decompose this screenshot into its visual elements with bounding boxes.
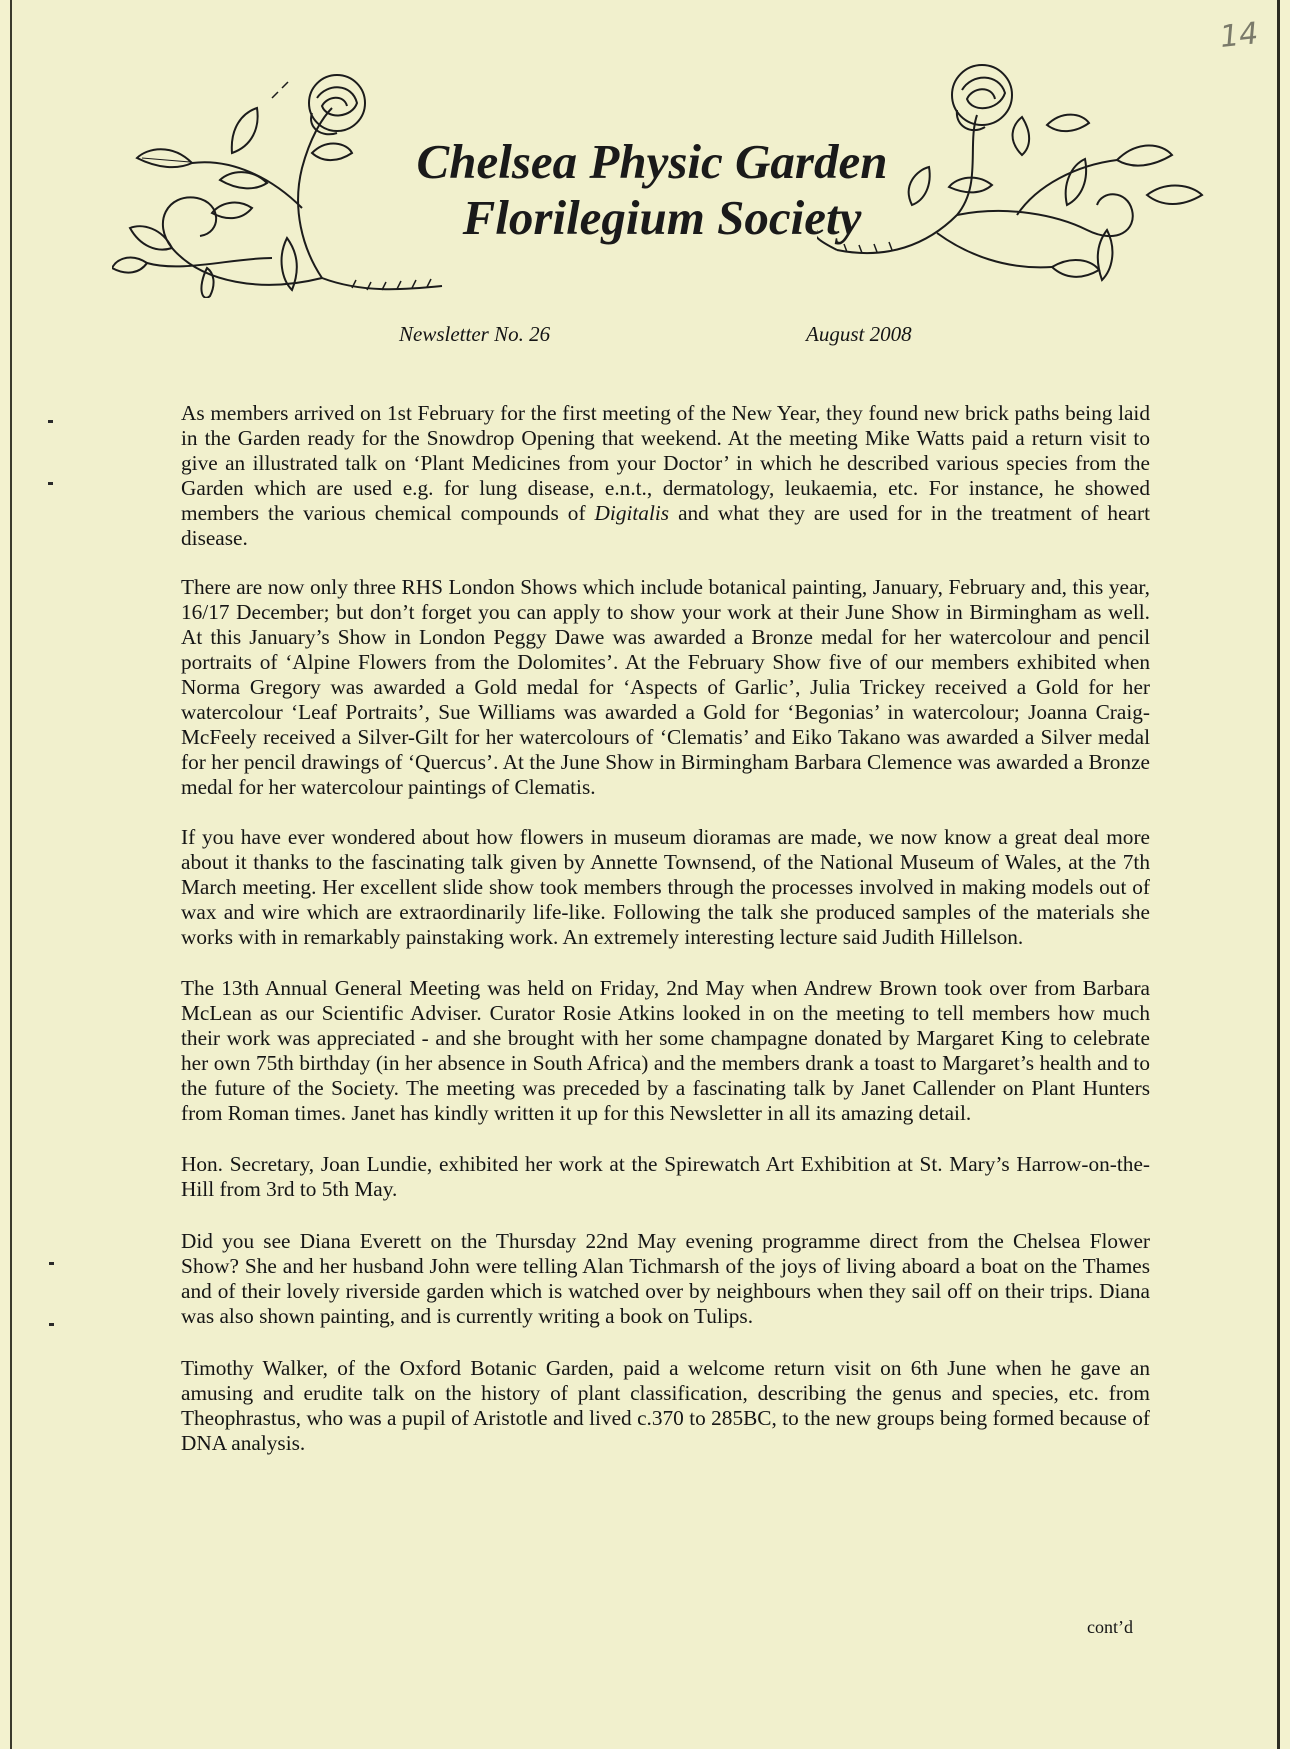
society-title <box>372 134 932 246</box>
newsletter-number: Newsletter No. 26 <box>399 322 551 346</box>
newsletter-date: August 2008 <box>806 322 912 346</box>
margin-mark <box>48 482 53 485</box>
margin-mark <box>48 420 53 423</box>
margin-mark <box>49 1262 54 1265</box>
title-line-2: Florilegium Society <box>462 190 862 245</box>
article-body <box>181 401 1150 1480</box>
handwritten-page-number: 14 <box>1218 16 1260 55</box>
title-line-1: Chelsea Physic Garden <box>416 134 888 189</box>
paragraph-4: The 13th Annual General Meeting was held on Friday, 2nd May when Andrew Brown took over from Barbara McLean as our Scientific Adviser. Curator Rosie Atkins looked in on the meeting to tell members how much their work was appreciated - and she brought with her some champagne donated by Margaret King to celebrate her own 75th birthday (in her absence in South Africa) and the members drank a toast to Margaret’s health and to the future of the Society. The meeting was preceded by a fascinating talk by Janet Callender on Plant Hunters from Roman times. Janet has kindly written it up for this Newsletter in all its amazing detail. <box>181 976 1150 1125</box>
paragraph-1: As members arrived on 1st February for the first meeting of the New Year, they found new brick paths being laid in the Garden ready for the Snowdrop Opening that weekend. At the meeting Mike Watts paid a return visit to give an illustrated talk on ‘Plant Medicines from your Doctor’ in which he described various species from the Garden which are used e.g. for lung disease, e.n.t., dermatology, leukaemia, etc. For instance, he showed members the various chemical compounds of Digitalis and what they are used for in the treatment of heart disease. <box>181 401 1150 550</box>
paragraph-2: There are now only three RHS London Shows which include botanical painting, January, February and, this year, 16/17 December; but don’t forget you can apply to show your work at their June Show in Birmingham as well. At this January’s Show in London Peggy Dawe was awarded a Bronze medal for her watercolour and pencil portraits of ‘Alpine Flowers from the Dolomites’. At the February Show five of our members exhibited when Norma Gregory was awarded a Gold medal for ‘Aspects of Garlic’, Julia Trickey received a Gold for her watercolour ‘Leaf Portraits’, Sue Williams was awarded a Gold for ‘Begonias’ in watercolour; Joanna Craig-McFeely received a Silver-Gilt for her watercolours of ‘Clematis’ and Eiko Takano was awarded a Silver medal for her pencil drawings of ‘Quercus’. At the June Show in Birmingham Barbara Clemence was awarded a Bronze medal for her watercolour paintings of Clematis. <box>181 575 1150 799</box>
newsletter-page <box>10 0 1280 1749</box>
paragraph-6: Did you see Diana Everett on the Thursday 22nd May evening programme direct from the Chelsea Flower Show? She and her husband John were telling Alan Tichmarsh of the joys of living aboard a boat on the Thames and of their lovely riverside garden which is watched over by neighbours when they sail off on their trips. Diana was also shown painting, and is currently writing a book on Tulips. <box>181 1229 1150 1328</box>
margin-mark <box>49 1323 54 1326</box>
paragraph-7: Timothy Walker, of the Oxford Botanic Garden, paid a welcome return visit on 6th June when he gave an amusing and erudite talk on the history of plant classification, describing the genus and species, etc. from Theophrastus, who was a pupil of Aristotle and lived c.370 to 285BC, to the new groups being formed because of DNA analysis. <box>181 1356 1150 1455</box>
continued-note: cont’d <box>1087 1617 1133 1637</box>
paragraph-5: Hon. Secretary, Joan Lundie, exhibited her work at the Spirewatch Art Exhibition at St. Mary’s Harrow-on-the-Hill from 3rd to 5th May. <box>181 1152 1150 1201</box>
paragraph-3: If you have ever wondered about how flowers in museum dioramas are made, we now know a great deal more about it thanks to the fascinating talk given by Annette Townsend, of the National Museum of Wales, at the 7th March meeting. Her excellent slide show took members through the processes involved in making models out of wax and wire which are extraordinarily life-like. Following the talk she produced samples of the materials she works with in remarkably painstaking work. An extremely interesting lecture said Judith Hillelson. <box>181 825 1150 949</box>
